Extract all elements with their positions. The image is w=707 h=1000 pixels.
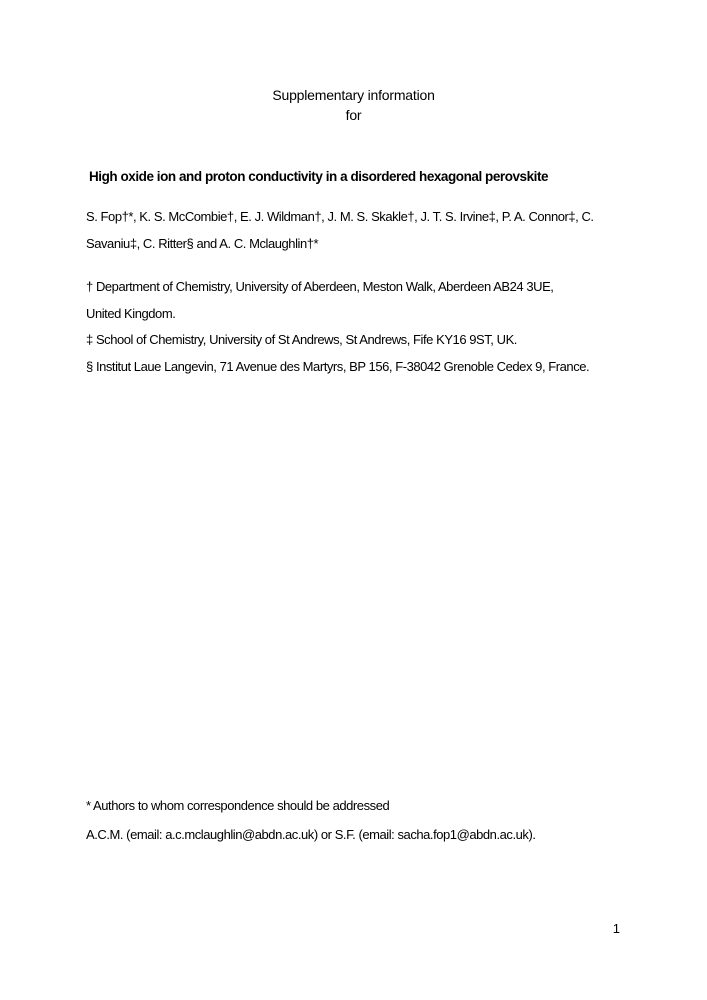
- affiliation-ill-grenoble: § Institut Laue Langevin, 71 Avenue des Martyrs, BP 156, F-38042 Grenoble Cedex 9, France.: [86, 359, 590, 375]
- page-number: 1: [612, 921, 620, 936]
- correspondence-note-line-2: A.C.M. (email: a.c.mclaughlin@abdn.ac.uk) or S.F. (email: sacha.fop1@abdn.ac.uk).: [86, 826, 536, 842]
- correspondence-note: [86, 792, 626, 849]
- affiliation-aberdeen-line-1: † Department of Chemistry, University of Aberdeen, Meston Walk, Aberdeen AB24 3UE,: [86, 279, 554, 294]
- affiliation-aberdeen-line-2: United Kingdom.: [86, 305, 176, 321]
- paper-title: High oxide ion and proton conductivity in a disordered hexagonal perovskite: [89, 169, 549, 184]
- supplementary-heading: [87, 85, 620, 125]
- author-list-line-1: S. Fop†*, K. S. McCombie†, E. J. Wildman†, J. M. S. Skakle†, J. T. S. Irvine‡, P. A. Connor‡, C.: [86, 209, 594, 224]
- author-list-line-2: Savaniu‡, C. Ritter§ and A. C. Mclaughlin†*: [86, 236, 319, 251]
- supplementary-heading-for: for: [345, 107, 362, 123]
- affiliations: [86, 274, 626, 381]
- correspondence-note-line-1: * Authors to whom correspondence should be addressed: [86, 798, 390, 813]
- affiliation-st-andrews: ‡ School of Chemistry, University of St Andrews, St Andrews, Fife KY16 9ST, UK.: [86, 332, 517, 348]
- author-list: [86, 203, 626, 257]
- supplementary-heading-line: Supplementary information: [272, 87, 435, 103]
